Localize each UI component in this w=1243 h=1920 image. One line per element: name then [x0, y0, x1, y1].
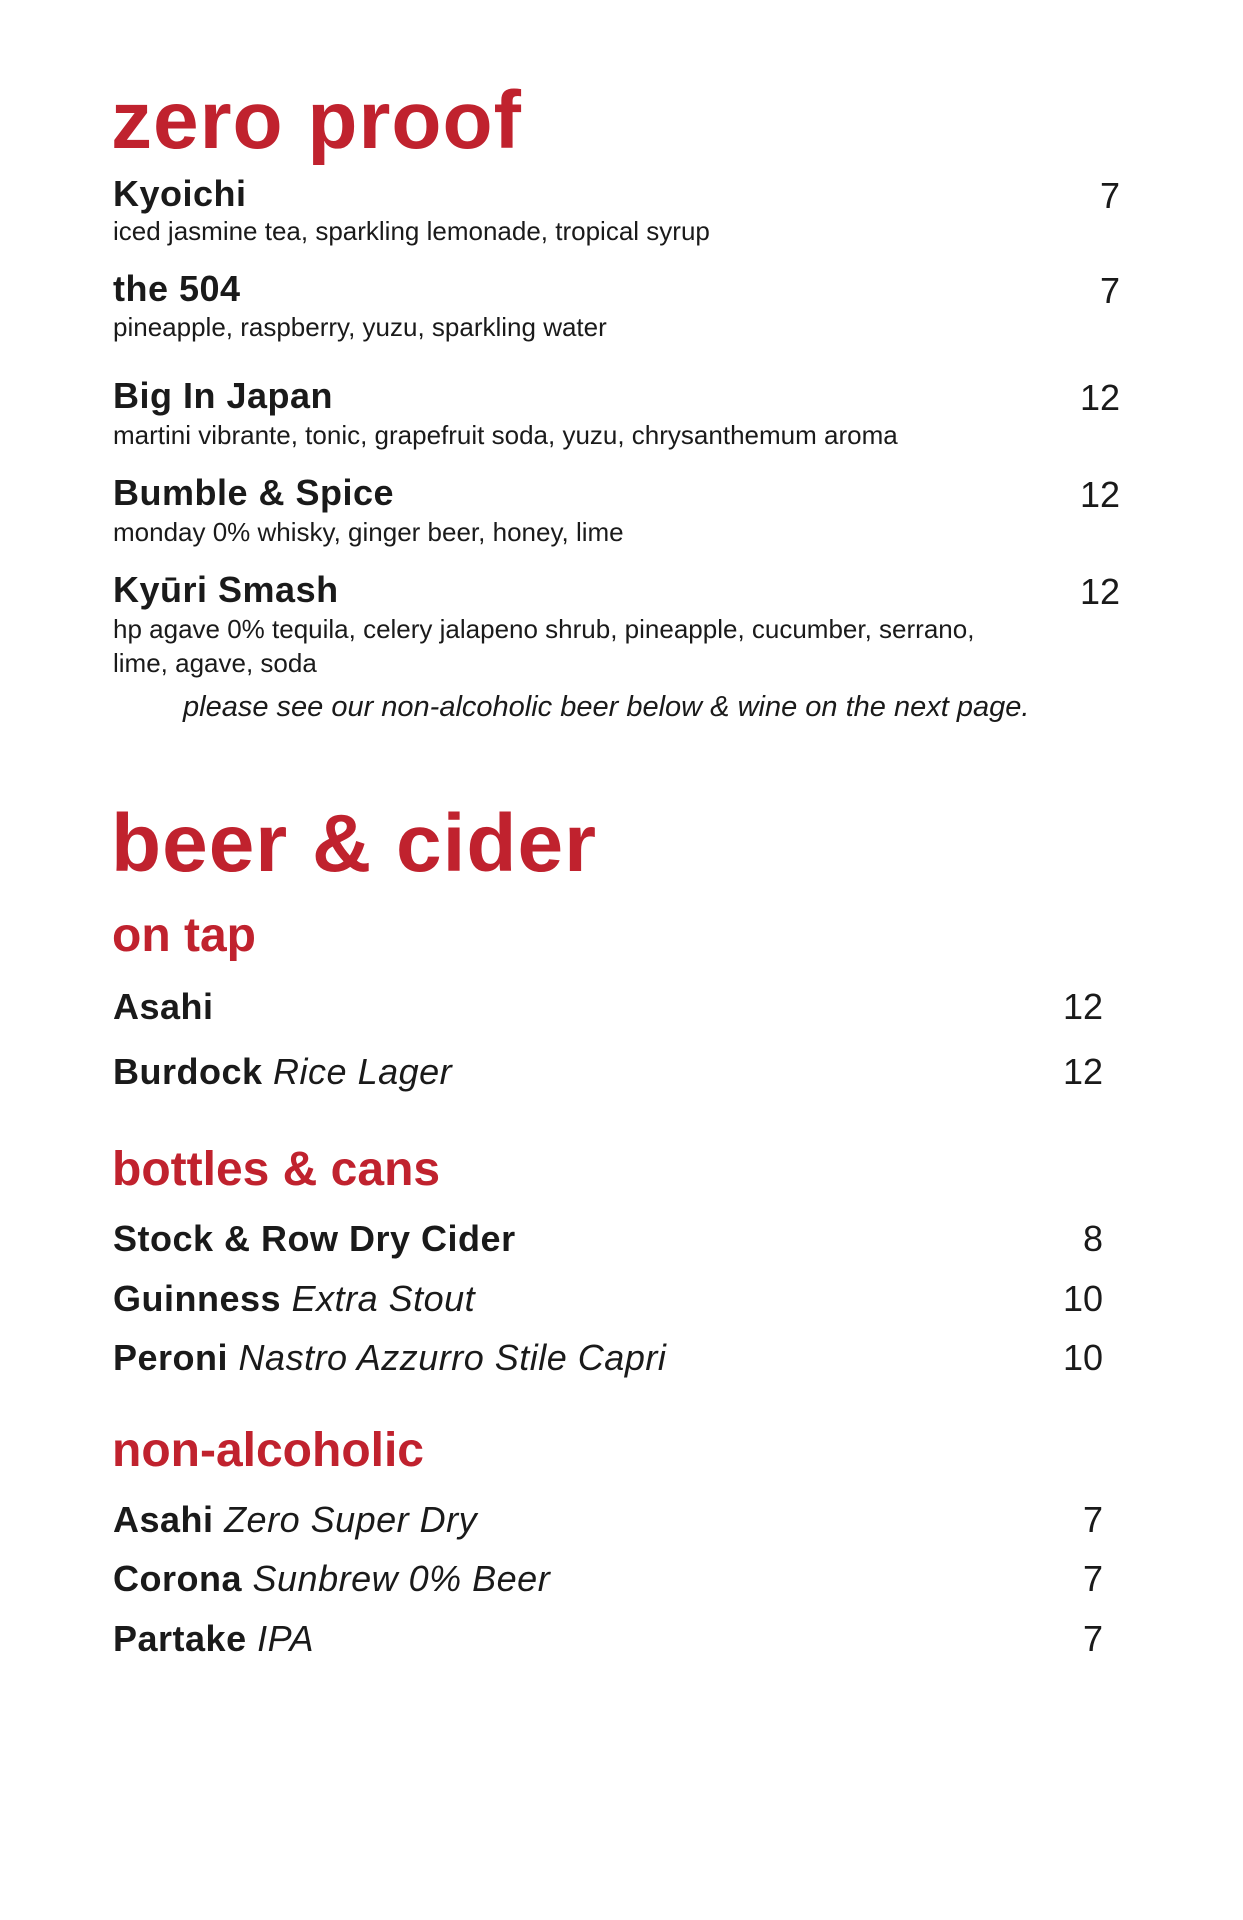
item-price: 7	[1082, 1499, 1103, 1540]
beer-style: Extra Stout	[291, 1278, 476, 1319]
beer-style: Rice Lager	[273, 1051, 453, 1092]
item-name	[113, 1499, 478, 1540]
item-description: iced jasmine tea, sparkling lemonade, tropical syrup	[113, 216, 710, 246]
beer-name: Stock & Row Dry Cider	[113, 1218, 516, 1259]
item-name	[113, 1051, 453, 1092]
item-price: 8	[1082, 1218, 1103, 1259]
item-price: 10	[1062, 1337, 1103, 1378]
item-price: 12	[1062, 1051, 1103, 1092]
item-price: 7	[1099, 175, 1120, 216]
beer-name: Corona	[113, 1558, 242, 1599]
item-description: pineapple, raspberry, yuzu, sparkling water	[113, 312, 607, 342]
item-name	[113, 1618, 314, 1659]
item-price: 7	[1082, 1618, 1103, 1659]
item-price: 12	[1079, 474, 1120, 515]
item-name: Kyoichi	[113, 173, 247, 214]
beer-name: Partake	[113, 1618, 247, 1659]
item-description: martini vibrante, tonic, grapefruit soda, yuzu, chrysanthemum aroma	[113, 420, 898, 450]
item-price: 12	[1062, 986, 1103, 1027]
item-description-line-1: hp agave 0% tequila, celery jalapeno shrub, pineapple, cucumber, serrano,	[113, 614, 975, 644]
beer-name: Asahi	[113, 986, 214, 1027]
item-name: Kyūri Smash	[113, 569, 339, 610]
item-name	[113, 1558, 551, 1599]
bottles-cans-title: bottles & cans	[112, 1143, 441, 1196]
item-description: monday 0% whisky, ginger beer, honey, lime	[113, 517, 624, 547]
beer-name: Peroni	[113, 1337, 229, 1378]
item-price: 10	[1062, 1278, 1103, 1319]
item-name	[113, 1278, 476, 1319]
beer-name: Burdock	[113, 1051, 263, 1092]
item-name	[113, 1218, 516, 1259]
beer-cider-title: beer & cider	[111, 798, 597, 889]
beer-style: Sunbrew 0% Beer	[252, 1558, 551, 1599]
beer-style: Zero Super Dry	[224, 1499, 478, 1540]
item-price: 7	[1099, 270, 1120, 311]
zero-proof-title: zero proof	[111, 75, 522, 166]
item-price: 12	[1079, 377, 1120, 418]
beer-style: IPA	[257, 1618, 314, 1659]
item-name	[113, 986, 214, 1027]
item-price: 12	[1079, 571, 1120, 612]
item-name: the 504	[113, 268, 241, 309]
non-alcoholic-title: non-alcoholic	[112, 1424, 424, 1477]
beer-name: Asahi	[113, 1499, 214, 1540]
beer-name: Guinness	[113, 1278, 282, 1319]
item-name: Big In Japan	[113, 375, 334, 416]
menu-note: please see our non-alcoholic beer below & wine on the next page.	[183, 691, 1030, 723]
item-name: Bumble & Spice	[113, 472, 395, 513]
item-description-line-2: lime, agave, soda	[113, 648, 317, 678]
on-tap-title: on tap	[112, 909, 256, 962]
beer-style: Nastro Azzurro Stile Capri	[238, 1337, 667, 1378]
item-price: 7	[1082, 1558, 1103, 1599]
item-name	[113, 1337, 667, 1378]
